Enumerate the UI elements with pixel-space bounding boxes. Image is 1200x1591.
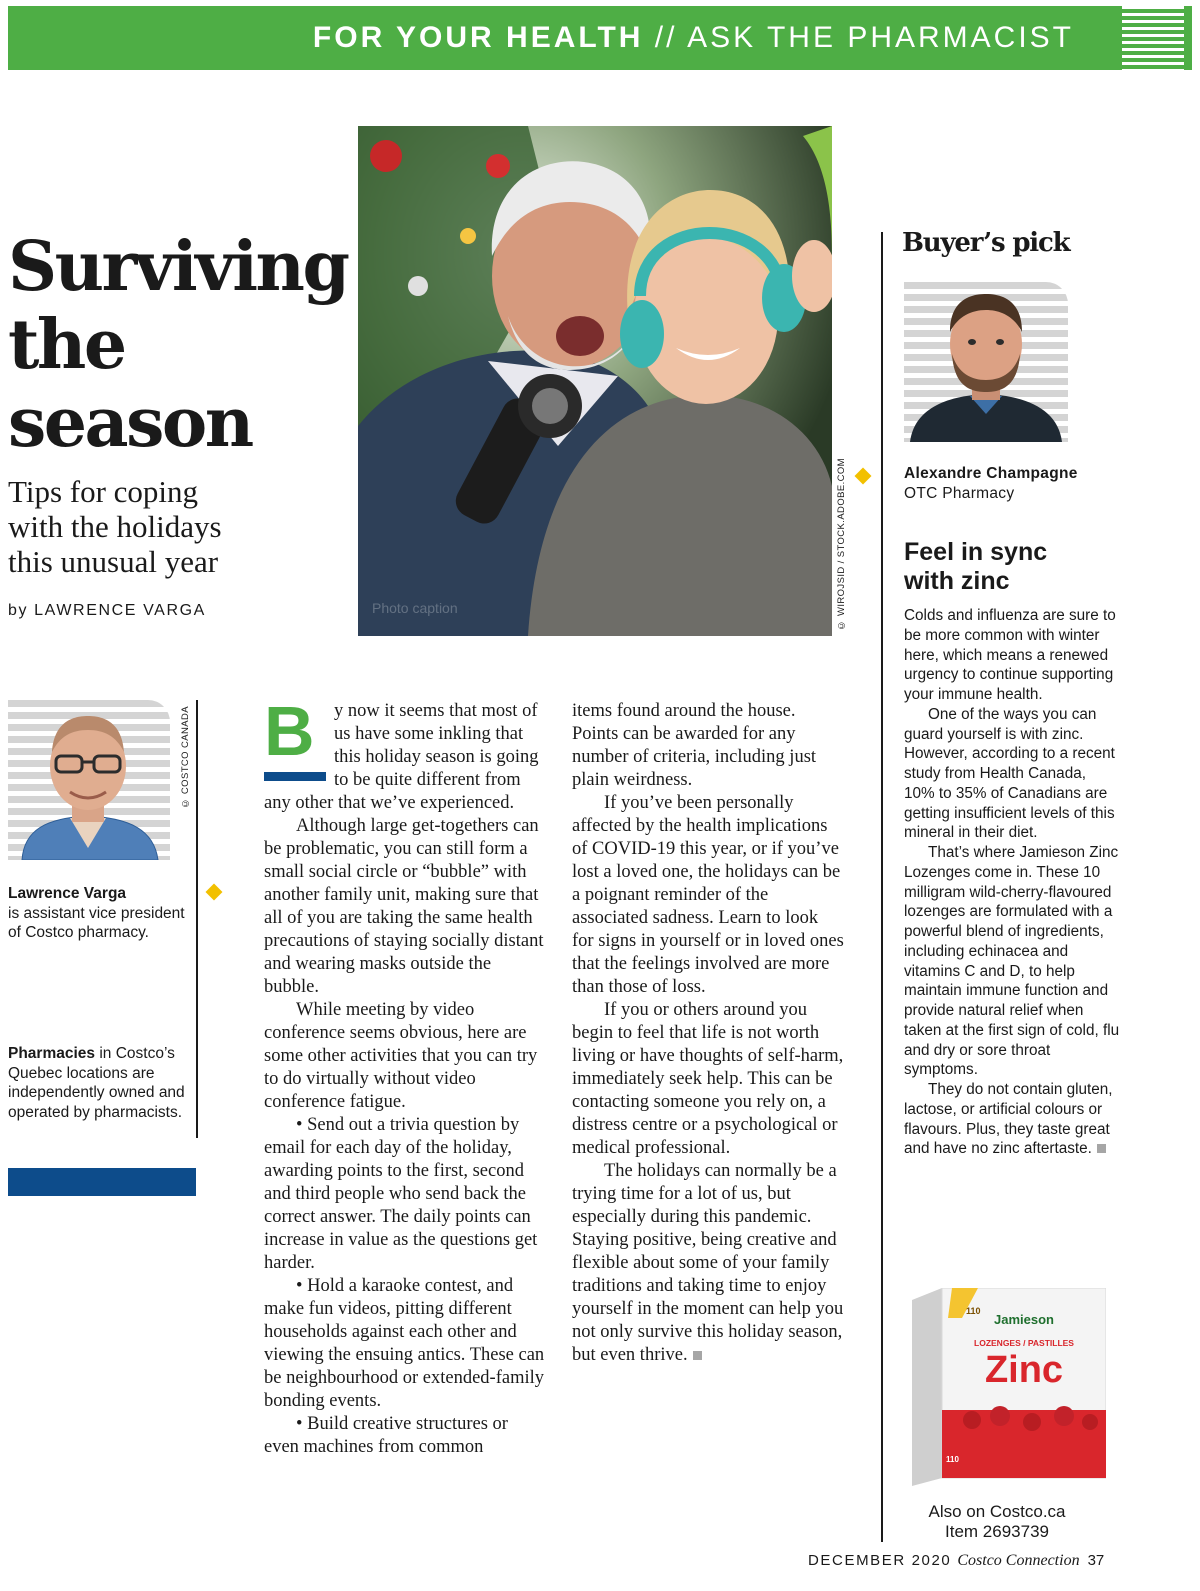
article-paragraph: While meeting by video conference seems obvious, here are some other activities that you can try to do virtually without video conference fatigue. — [264, 1000, 538, 1112]
article-column-2 — [572, 700, 844, 1367]
product-count: 110 — [966, 1306, 981, 1316]
buyer-role: OTC Pharmacy — [904, 485, 1015, 502]
product-item-number: Item 2693739 — [945, 1522, 1049, 1541]
author-bio — [8, 884, 188, 943]
subtitle-line: with the holidays — [8, 509, 222, 544]
product-availability-text: Also on Costco.ca — [928, 1502, 1066, 1521]
headline-line: the — [8, 305, 125, 385]
page-footer — [808, 1552, 1104, 1570]
headline-line: Surviving — [8, 227, 348, 307]
product-line: LOZENGES / PASTILLES — [974, 1338, 1074, 1348]
end-mark-icon — [693, 1351, 702, 1360]
diamond-marker-icon — [206, 884, 223, 901]
product-name: Zinc — [984, 1349, 1064, 1391]
author-portrait — [8, 700, 170, 860]
article-paragraph: y now it seems that most of us have some inkling that this holiday season is going to be quite different from any other that we’ve experienced. — [264, 701, 539, 813]
article-paragraph — [572, 1160, 844, 1367]
product-availability — [884, 1502, 1110, 1542]
article-bullet: • Send out a trivia question by email for each day of the holiday, awarding points to the first, second and third people who send back the correct answer. The daily points can increase in value as the questions get harder. — [264, 1115, 538, 1273]
buyer-portrait-illustration — [904, 282, 1068, 442]
sidebar-rule — [196, 700, 198, 1138]
product-count-bottom: 110 — [946, 1455, 959, 1464]
quebec-note-bold: Pharmacies — [8, 1045, 96, 1062]
buyers-pick-paragraph — [904, 1080, 1120, 1159]
buyers-pick-rule — [881, 232, 883, 1542]
page-number: 37 — [1087, 1552, 1105, 1569]
buyer-name: Alexandre Champagne — [904, 465, 1078, 482]
byline — [8, 602, 206, 620]
article-paragraph: Although large get-togethers can be problematic, you can still form a small social circle or “bubble” with another family unit, making sure that all of you are taking the same health precautions of staying socially distant and wearing masks outside the bubble. — [264, 816, 544, 997]
header-stripes-decoration — [1122, 6, 1184, 70]
subsection-label: ASK THE PHARMACIST — [687, 21, 1074, 54]
main-photo — [358, 126, 832, 636]
section-header-band — [8, 6, 1192, 70]
magazine-name: Costco Connection — [957, 1552, 1080, 1569]
article-paragraph: items found around the house. Points can be awarded for any number of criteria, including just plain weirdness. — [572, 701, 817, 790]
product-brand: Jamieson — [994, 1312, 1054, 1327]
article-bullet: • Build creative structures or even machines from common — [264, 1414, 508, 1457]
article-closing-text: The holidays can normally be a trying time for a lot of us, but especially during this pandemic. Staying positive, being creative and flexible about some of your family traditions and taking time to enjoy yourself in the moment can help you not only survive this holiday season, but even thrive. — [572, 1161, 844, 1365]
product-box-image — [912, 1288, 1106, 1486]
buyers-pick-paragraph: That’s where Jamieson Zinc Lozenges come in. These 10 milligram wild-cherry-flavoured lozenges are formulated with a powerful blend of ingredients, including echinacea and vitamins C and D, to help maintain immune function and provide natural relief when taken at the first sign of cold, flu and dry or sore throat symptoms. — [904, 844, 1120, 1079]
karaoke-couple-illustration — [358, 126, 832, 636]
author-photo-credit-text: © COSTCO CANADA — [180, 706, 191, 809]
issue-date: DECEMBER 2020 — [808, 1552, 952, 1569]
section-label: FOR YOUR HEALTH — [312, 21, 644, 54]
article-bullet: • Hold a karaoke contest, and make fun videos, pitting different households against each other and viewing the ensuing antics. These can be neighbourhood or extended-family bonding events. — [264, 1276, 545, 1411]
article-column-1 — [264, 692, 546, 1459]
dropcap — [264, 692, 330, 774]
diamond-marker-icon — [855, 468, 872, 485]
article-headline — [8, 228, 348, 462]
quebec-note-text: in Costco’s Quebec locations are independently owned and operated by pharmacists. — [8, 1045, 185, 1122]
subtitle-line: this unusual year — [8, 544, 219, 579]
photo-credit — [836, 458, 852, 638]
article-paragraph: If you’ve been personally affected by the health implications of COVID-19 this year, or if you’ve lost a loved one, the holidays can be a poignant reminder of the associated sadness. Learn to look for signs in yourself or in loved ones that the feelings involved are more than those of loss. — [572, 793, 844, 997]
quebec-pharmacy-note — [8, 1044, 190, 1123]
end-mark-icon — [1097, 1144, 1106, 1153]
article-subtitle — [8, 474, 338, 579]
article-paragraph: If you or others around you begin to feel that life is not worth living or have thoughts of self-harm, immediately seek help. This can be contacting someone you rely on, a distress centre or a psychological or medical professional. — [572, 1000, 844, 1158]
byline-prefix: by — [8, 602, 29, 619]
zinc-lozenges-box-illustration — [912, 1288, 1106, 1486]
photo-caption: Photo caption — [372, 600, 458, 616]
dropcap-accent-bar — [264, 772, 326, 781]
byline-author: LAWRENCE VARGA — [34, 602, 206, 619]
author-description: is assistant vice president of Costco pharmacy. — [8, 904, 185, 942]
section-separator: // — [643, 21, 688, 54]
buyers-pick-paragraph: Colds and influenza are sure to be more common with winter here, which means a renewed urgency to continue supporting your immune health. — [904, 607, 1116, 703]
buyers-pick-body — [904, 606, 1120, 1159]
buyers-pick-closing-text: They do not contain gluten, lactose, or artificial colours or flavours. Plus, they taste great and have no zinc aftertaste. — [904, 1081, 1113, 1158]
buyers-pick-heading: Feel in sync with zinc — [904, 538, 1048, 595]
author-name: Lawrence Varga — [8, 885, 127, 902]
accent-bar — [8, 1168, 196, 1196]
author-portrait-illustration — [8, 700, 170, 860]
buyer-portrait — [904, 282, 1068, 442]
buyers-pick-title: Buyer’s pick — [902, 228, 1070, 258]
section-title — [313, 23, 1074, 53]
headline-line: season — [8, 383, 252, 463]
photo-credit-text: © WIROJSID / STOCK.ADOBE.COM — [836, 458, 847, 631]
buyers-pick-paragraph: One of the ways you can guard yourself is with zinc. However, according to a recent study from Health Canada, 10% to 35% of Canadians are getting insufficient levels of this mineral in their diet. — [904, 705, 1115, 842]
dropcap-letter: B — [264, 692, 315, 770]
subtitle-line: Tips for coping — [8, 474, 199, 509]
